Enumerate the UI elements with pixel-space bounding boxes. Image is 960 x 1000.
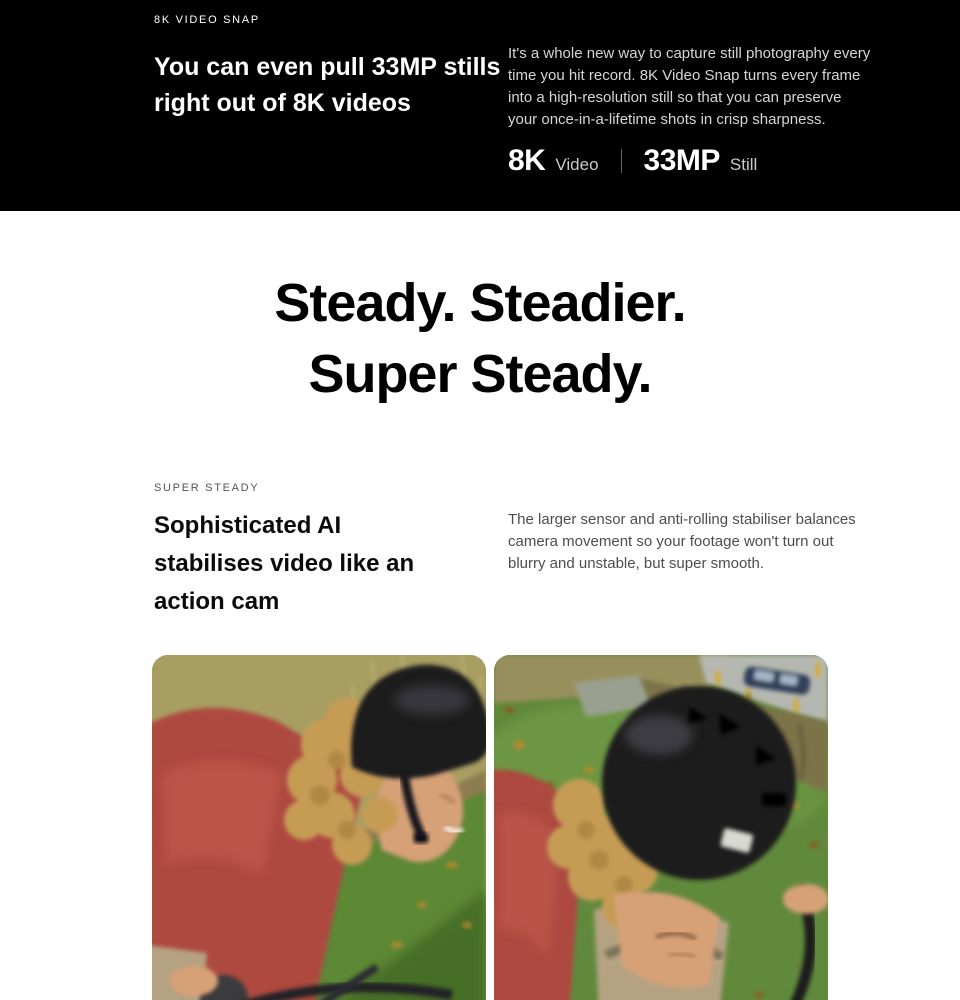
- stat-value: 8K: [508, 144, 546, 177]
- hero-eyebrow: 8K VIDEO SNAP: [154, 14, 260, 26]
- stat-divider: [621, 149, 622, 173]
- super-steady-section: [0, 482, 960, 621]
- steady-headline-line: Steady. Steadier.: [274, 273, 686, 333]
- video-comparison-row: [152, 655, 960, 1000]
- hero-section: [0, 0, 960, 211]
- steady-frame-illustration: [152, 655, 486, 1000]
- stat-value: 33MP: [643, 144, 720, 177]
- feature-left-column: [154, 482, 508, 621]
- spec-stats-row: [508, 144, 874, 178]
- hero-left-column: [154, 14, 508, 211]
- stat-8k-video: [508, 144, 599, 178]
- super-steady-on-video-frame: [152, 655, 486, 1000]
- stat-label: Video: [555, 155, 599, 174]
- steady-headline: [0, 268, 960, 410]
- feature-heading-line: Sophisticated AI: [154, 512, 342, 539]
- hero-heading-line: right out of 8K videos: [154, 89, 411, 117]
- feature-right-column: [508, 482, 874, 621]
- stat-33mp-still: [644, 144, 758, 178]
- feature-heading: [154, 507, 508, 621]
- unsteady-frame-illustration: [494, 655, 828, 1000]
- hero-heading: [154, 49, 508, 121]
- feature-heading-line: stabilises video like an: [154, 550, 415, 577]
- feature-heading-line: action cam: [154, 588, 280, 615]
- hero-body-text: It's a whole new way to capture still photography every time you hit record. 8K Video Snap turns every frame into a high-resolution still so that you can preserve your once-in-a-lifetime shots in crisp sharpness.: [508, 45, 871, 128]
- feature-body-text: The larger sensor and anti-rolling stabiliser balances camera movement so your footage won't turn out blurry and unstable, but super smooth.: [508, 511, 856, 572]
- hero-heading-line: You can even pull 33MP stills: [154, 53, 501, 81]
- super-steady-off-video-frame: [494, 655, 828, 1000]
- steady-headline-line: Super Steady.: [308, 344, 652, 404]
- stat-label: Still: [729, 155, 758, 174]
- feature-eyebrow: SUPER STEADY: [154, 482, 260, 494]
- hero-right-column: [508, 14, 874, 211]
